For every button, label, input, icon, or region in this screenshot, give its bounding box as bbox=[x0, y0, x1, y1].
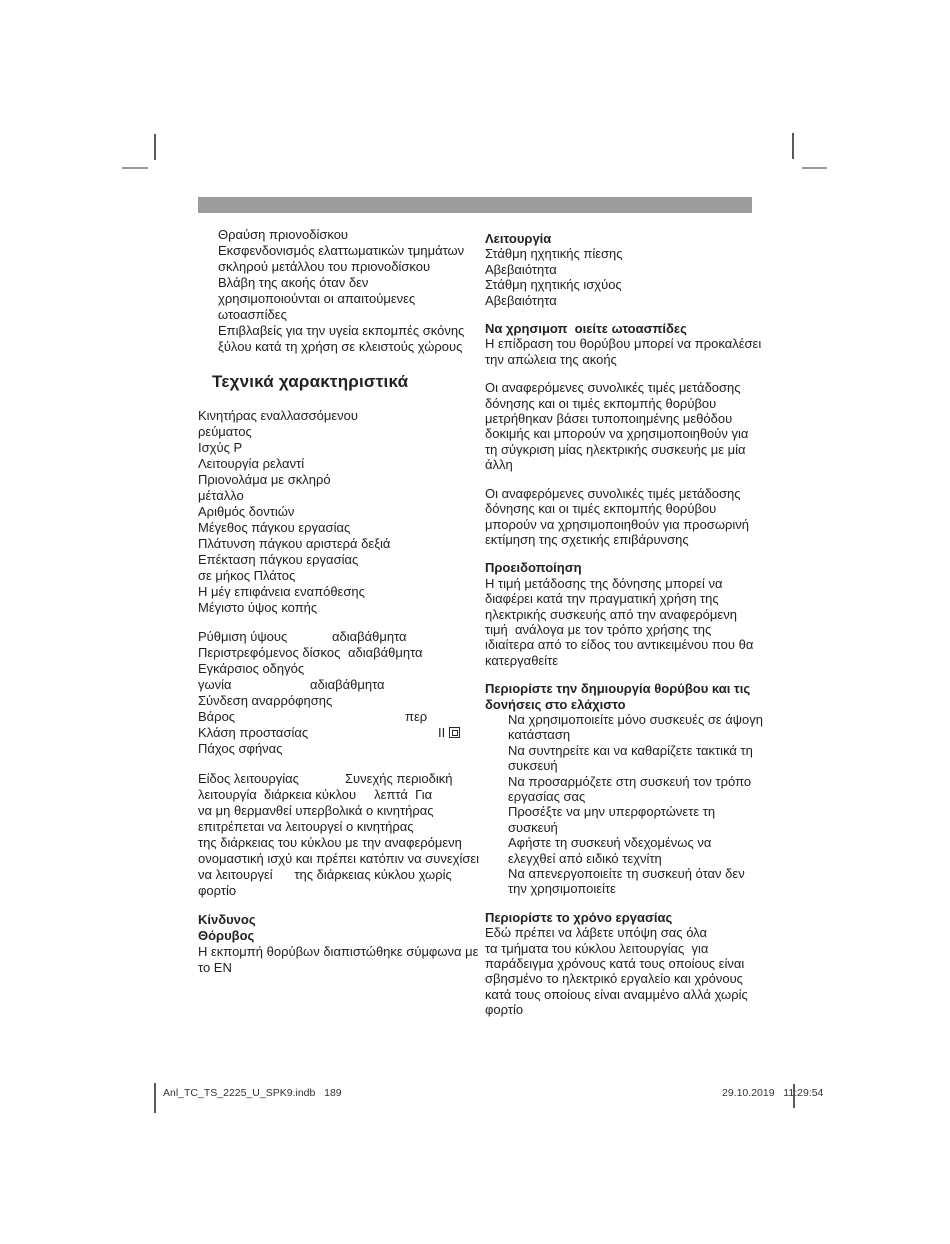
danger-heading: Κίνδυνος bbox=[198, 912, 256, 927]
spec-value: Συνεχής περιοδική bbox=[345, 771, 453, 786]
text-line: Αφήστε τη συσκευή νδεχομένως να bbox=[508, 835, 712, 851]
duty-cycle-lines bbox=[198, 787, 478, 899]
spec-label: Περιστρεφόμενος δίσκος bbox=[198, 645, 341, 660]
spec-value: αδιαβάθμητα bbox=[310, 677, 385, 692]
text-line: την απώλεια της ακοής bbox=[485, 351, 617, 367]
text-line: Η εκπομπή θορύβων διαπιστώθηκε σύμφωνα με bbox=[198, 944, 479, 959]
duty-cycle-paragraph bbox=[198, 771, 478, 899]
spec-row bbox=[198, 552, 478, 568]
right-column bbox=[485, 231, 765, 1018]
limit-time-block bbox=[485, 910, 765, 1018]
spec-label: Πλάτυνση πάγκου αριστερά δεξιά bbox=[198, 536, 391, 551]
noise-lines bbox=[198, 944, 478, 976]
spec-row bbox=[198, 472, 478, 488]
hazard-list bbox=[198, 227, 478, 355]
text-line: φορτίο bbox=[198, 883, 237, 898]
text-line: άλλη bbox=[485, 457, 513, 473]
ear-protection-block bbox=[485, 321, 765, 367]
text-line: δοκιμής και μπορούν να χρησιμοποιηθούν για bbox=[485, 426, 749, 442]
spec-label: Κινητήρας εναλλασσόμενου bbox=[198, 408, 358, 423]
spec-row bbox=[198, 584, 478, 600]
text-line: Οι αναφερόμενες συνολικές τιμές μετάδοσης bbox=[485, 485, 741, 501]
text-line: ιδιαίτερα από το είδος του αντικειμένου που θα bbox=[485, 637, 754, 653]
double-insulation-icon bbox=[449, 727, 460, 738]
limit-time-lines bbox=[485, 925, 765, 1017]
text-line: συσκευή bbox=[508, 819, 558, 835]
text-line: Η τιμή μετάδοσης της δόνησης μπορεί να bbox=[485, 575, 723, 591]
text-line: μετρήθηκαν βάσει τυποποιημένης μεθόδου bbox=[485, 411, 733, 427]
text-line: Αβεβαιότητα bbox=[485, 292, 557, 308]
spec-label: γωνία bbox=[198, 677, 232, 692]
spec-row bbox=[198, 629, 478, 645]
spec-row bbox=[198, 408, 478, 424]
text-line: κατάσταση bbox=[508, 727, 571, 743]
spec-label: ρεύματος bbox=[198, 424, 252, 439]
spec-label: Βάρος bbox=[198, 709, 236, 724]
text-line: σκληρού μετάλλου του πριονοδίσκου bbox=[218, 259, 431, 274]
spec-label: Είδος λειτουργίας bbox=[198, 771, 299, 786]
section-heading-technical-data: Τεχνικά χαρακτηριστικά bbox=[212, 372, 409, 391]
text-line: το EN bbox=[198, 960, 232, 975]
spec-row bbox=[198, 677, 478, 693]
text-line: να λειτουργεί της διάρκειας κύκλου χωρίς bbox=[198, 867, 452, 882]
text-line: λειτουργία διάρκεια κύκλου λεπτά Για bbox=[198, 787, 433, 802]
text-line: Οι αναφερόμενες συνολικές τιμές μετάδοσης bbox=[485, 380, 741, 396]
spec-label: Μέγεθος πάγκου εργασίας bbox=[198, 520, 351, 535]
warning-block bbox=[485, 560, 765, 668]
spec-row bbox=[198, 741, 478, 757]
spec-row bbox=[198, 693, 478, 709]
spec-row bbox=[198, 600, 478, 616]
spec-label: Ισχύς P bbox=[198, 440, 243, 455]
spec-label: Εγκάρσιος οδηγός bbox=[198, 661, 305, 676]
text-line: ηλεκτρικής συσκευής από την αναφερόμενη bbox=[485, 606, 737, 622]
crop-mark bbox=[122, 167, 148, 169]
spec-row bbox=[198, 536, 478, 552]
text-line: επιτρέπεται να λειτουργεί ο κινητήρας bbox=[198, 819, 414, 834]
text-line: την χρησιμοποιείτε bbox=[508, 881, 616, 897]
text-line: της διάρκειας του κύκλου με την αναφερόμενη bbox=[198, 835, 462, 850]
text-line: δόνησης και οι τιμές εκπομπής θορύβου bbox=[485, 501, 717, 517]
crop-mark bbox=[792, 133, 794, 159]
text-line: κατεργαθείτε bbox=[485, 652, 559, 668]
text-line: σβησμένο το ηλεκτρικό εργαλείο και χρόνους bbox=[485, 971, 743, 987]
text-line: Εκσφενδονισμός ελαττωματικών τμημάτων bbox=[218, 243, 465, 258]
text-line: δονήσεις στο ελάχιστο bbox=[485, 696, 626, 712]
text-line: εκτίμηση της σχετικής επιβάρυνσης bbox=[485, 531, 689, 547]
spec-label: Η μέγ επιφάνεια εναπόθεσης bbox=[198, 584, 365, 599]
warning-heading: Προειδοποίηση bbox=[485, 560, 582, 576]
protection-class-value: II bbox=[438, 725, 446, 740]
text-line: Στάθμη ηχητικής ισχύος bbox=[485, 277, 622, 293]
crop-mark bbox=[802, 167, 827, 169]
text-line: συκσευή bbox=[508, 758, 558, 774]
danger-noise-block bbox=[198, 912, 478, 976]
limit-noise-block bbox=[485, 681, 765, 897]
text-line: Να χρησιμοποιείτε μόνο συσκευές σε άψογη bbox=[508, 711, 764, 727]
text-line: μπορούν να χρησιμοποιηθούν για προσωρινή bbox=[485, 516, 749, 532]
text-line: φορτίο bbox=[485, 1002, 524, 1018]
limit-time-heading: Περιορίστε το χρόνο εργασίας bbox=[485, 909, 673, 925]
text-line: τα τμήματα του κύκλου λειτουργίας για bbox=[485, 940, 709, 956]
spec-row bbox=[198, 488, 478, 504]
spec-row bbox=[198, 771, 478, 787]
text-line: Να προσαρμόζετε στη συσκευή τον τρόπο bbox=[508, 773, 752, 789]
footer-filename: Anl_TC_TS_2225_U_SPK9.indb 189 bbox=[163, 1087, 342, 1099]
text-line: τιμή ανάλογα με τον τρόπο χρήσης της bbox=[485, 621, 712, 637]
text-line: διαφέρει κατά την πραγματική χρήση της bbox=[485, 591, 719, 607]
spec-row bbox=[198, 709, 478, 725]
text-line: παράδειγμα χρόνους κατά τους οποίους είναι bbox=[485, 956, 745, 972]
text-line: κατά τους οποίους είναι αναμμένο αλλά χωρίς bbox=[485, 986, 748, 1002]
ear-protection-lines bbox=[485, 336, 765, 367]
page-header-bar bbox=[198, 197, 752, 213]
text-line: ελεγχθεί από ειδικό τεχνίτη bbox=[508, 850, 662, 866]
text-line: Η επίδραση του θορύβου μπορεί να προκαλέσει bbox=[485, 336, 762, 352]
text-line: Αβεβαιότητα bbox=[485, 261, 557, 277]
footer-timestamp: 29.10.2019 11:29:54 bbox=[722, 1087, 824, 1099]
spec-row bbox=[198, 661, 478, 677]
text-line: ξύλου κατά τη χρήση σε κλειστούς χώρους bbox=[218, 339, 463, 354]
text-line: ωτοασπίδες bbox=[218, 307, 287, 322]
text-line: Περιορίστε την δημιουργία θορύβου και τις bbox=[485, 681, 751, 697]
spec-row bbox=[198, 568, 478, 584]
text-line: Να απενεργοποιείτε τη συσκευή όταν δεν bbox=[508, 866, 745, 882]
spec-label: Πριονολάμα με σκληρό bbox=[198, 472, 331, 487]
print-footer bbox=[0, 1087, 950, 1135]
text-line: Στάθμη ηχητικής πίεσης bbox=[485, 246, 623, 262]
spec-row bbox=[198, 424, 478, 440]
operation-block bbox=[485, 231, 765, 308]
spec-value: αδιαβάθμητα bbox=[332, 629, 407, 644]
crop-mark bbox=[154, 134, 156, 160]
spec-label: Λειτουργία ρελαντί bbox=[198, 456, 305, 471]
spec-label: Σύνδεση αναρρόφησης bbox=[198, 693, 333, 708]
warning-lines bbox=[485, 576, 765, 668]
text-line: Προσέξτε να μην υπερφορτώνετε τη bbox=[508, 804, 716, 820]
spec-label: Κλάση προστασίας bbox=[198, 725, 309, 740]
text-line: Να συντηρείτε και να καθαρίζετε τακτικά τη bbox=[508, 742, 753, 758]
spec-row bbox=[198, 504, 478, 520]
text-line: Επιβλαβείς για την υγεία εκπομπές σκόνης bbox=[218, 323, 465, 338]
text-line: να μη θερμανθεί υπερβολικά ο κινητήρας bbox=[198, 803, 434, 818]
spec-label: μέταλλο bbox=[198, 488, 244, 503]
spec-row-protection-class bbox=[198, 725, 478, 741]
operation-lines bbox=[485, 246, 765, 308]
spec-label: Μέγιστο ύψος κοπής bbox=[198, 600, 318, 615]
spec-row bbox=[198, 440, 478, 456]
spec-label: Επέκταση πάγκου εργασίας bbox=[198, 552, 359, 567]
text-line: Θραύση πριονοδίσκου bbox=[218, 227, 349, 242]
text-line: εργασίας σας bbox=[508, 789, 586, 804]
limit-noise-items bbox=[485, 712, 765, 897]
text-line: Βλάβη της ακοής όταν δεν bbox=[218, 275, 369, 290]
noise-heading: Θόρυβος bbox=[198, 928, 255, 943]
spec-value: περ bbox=[405, 709, 428, 724]
text-line: τη σύγκριση μίας ηλεκτρικής συσκευής με μία bbox=[485, 441, 746, 457]
spec-value bbox=[438, 725, 460, 741]
spacer bbox=[198, 616, 478, 629]
text-line: ονομαστική ισχύ και πρέπει κατόπιν να συνεχίσει bbox=[198, 851, 480, 866]
limit-noise-heading bbox=[485, 681, 765, 712]
text-line: Εδώ πρέπει να λάβετε υπόψη σας όλα bbox=[485, 925, 707, 941]
operation-heading: Λειτουργία bbox=[485, 231, 552, 246]
spec-label: Αριθμός δοντιών bbox=[198, 504, 295, 519]
ear-protection-heading: Να χρησιμοπ οιείτε ωτοασπίδες bbox=[485, 321, 687, 337]
text-line: δόνησης και οι τιμές εκπομπής θορύβου bbox=[485, 395, 717, 411]
spec-value: αδιαβάθμητα bbox=[348, 645, 423, 660]
spec-label: Πάχος σφήνας bbox=[198, 741, 283, 756]
spec-row bbox=[198, 456, 478, 472]
spec-row bbox=[198, 645, 478, 661]
left-column bbox=[198, 227, 478, 976]
vibration-paragraph-2 bbox=[485, 486, 765, 548]
spec-label: Ρύθμιση ύψους bbox=[198, 629, 288, 644]
vibration-paragraph-1 bbox=[485, 380, 765, 472]
spec-list bbox=[198, 408, 478, 757]
spec-label: σε μήκος Πλάτος bbox=[198, 568, 296, 583]
text-line: χρησιμοποιούνται οι απαιτούμενες bbox=[218, 291, 416, 306]
spec-row bbox=[198, 520, 478, 536]
